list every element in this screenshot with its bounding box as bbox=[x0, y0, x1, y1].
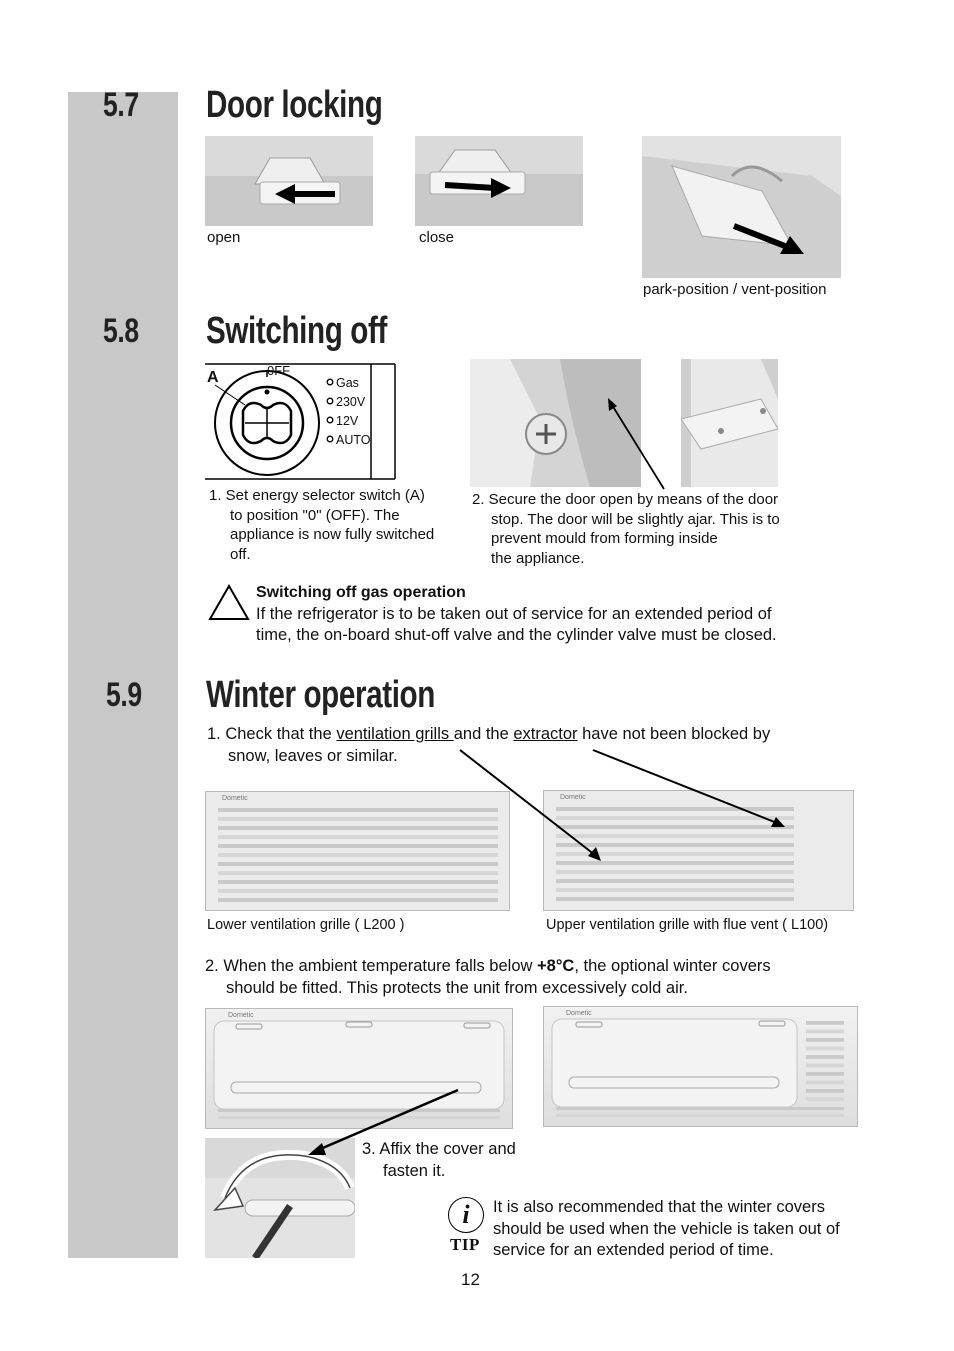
section-number-5-7: 5.7 bbox=[103, 86, 139, 124]
grille-slat bbox=[806, 1055, 844, 1059]
caption-open: open bbox=[207, 229, 241, 246]
grille-slat bbox=[806, 1047, 844, 1051]
caption-upper-grille: Upper ventilation grille with flue vent ( L100) bbox=[546, 917, 829, 933]
energy-selector-diagram bbox=[205, 363, 397, 482]
ventilation-grills-term: ventilation grills bbox=[336, 725, 454, 743]
step1-line: off. bbox=[230, 545, 251, 563]
step2-text: 2. When the ambient temperature falls below bbox=[205, 957, 538, 975]
door-park-position-photo bbox=[642, 136, 841, 278]
step1-text: 1. Check that the bbox=[207, 725, 337, 743]
grille-slat bbox=[806, 1089, 844, 1093]
grille-slat bbox=[806, 1098, 844, 1102]
upper-winter-cover-photo bbox=[543, 1006, 858, 1127]
door-lock-close-photo bbox=[415, 136, 583, 226]
step1-line2: snow, leaves or similar. bbox=[228, 746, 398, 765]
brand-label: Dometic bbox=[222, 795, 248, 802]
step3-line: fasten it. bbox=[383, 1161, 446, 1180]
grille-slat bbox=[556, 888, 794, 892]
grille-slat bbox=[218, 889, 498, 893]
step2-line: stop. The door will be slightly ajar. This is to bbox=[491, 510, 780, 528]
step1-line: 1. Set energy selector switch (A) bbox=[209, 487, 425, 504]
selector-knob-drawing bbox=[205, 363, 397, 482]
selector-label-a: A bbox=[207, 369, 219, 386]
step2-line2: should be fitted. This protects the unit from excessively cold air. bbox=[226, 978, 688, 997]
section-title-switching-off: Switching off bbox=[206, 310, 387, 352]
step2-line: prevent mould from forming inside bbox=[491, 530, 718, 547]
door-lock-open-illustration bbox=[205, 136, 373, 226]
caption-lower-grille: Lower ventilation grille ( L200 ) bbox=[207, 917, 405, 933]
brand-label: Dometic bbox=[566, 1010, 592, 1017]
door-stop-pointer-line bbox=[600, 395, 670, 495]
tip-label: TIP bbox=[450, 1235, 480, 1254]
tip-line: service for an extended period of time. bbox=[493, 1241, 774, 1259]
warning-line: If the refrigerator is to be taken out of service for an extended period of bbox=[256, 604, 772, 623]
warning-triangle-icon bbox=[208, 584, 250, 622]
grille-slat bbox=[806, 1038, 844, 1042]
temperature-value: +8°C bbox=[537, 957, 575, 975]
grille-slat bbox=[218, 871, 498, 875]
caption-park-position: park-position / vent-position bbox=[643, 281, 827, 298]
section-number-5-8: 5.8 bbox=[103, 312, 139, 350]
warning-line: time, the on-board shut-off valve and the cylinder valve must be closed. bbox=[256, 626, 777, 644]
winter-step-3 bbox=[362, 1139, 562, 1182]
winter-step-2 bbox=[205, 956, 865, 999]
grille-slat bbox=[806, 1021, 844, 1025]
step2-text: , the optional winter covers bbox=[574, 957, 771, 975]
sidebar-bar bbox=[68, 92, 178, 1258]
door-park-illustration bbox=[642, 136, 841, 278]
step1-text: have not been blocked by bbox=[577, 725, 771, 743]
door-lock-open-photo bbox=[205, 136, 373, 226]
grille-slat bbox=[556, 897, 794, 901]
selector-option-230v: 230V bbox=[336, 395, 366, 409]
tip-line: It is also recommended that the winter covers bbox=[493, 1198, 825, 1216]
section-title-door-locking: Door locking bbox=[206, 84, 383, 126]
extractor-term: extractor bbox=[513, 725, 578, 743]
grille-slat bbox=[806, 1030, 844, 1034]
grille-slat bbox=[806, 1081, 844, 1085]
step1-line: to position "0" (OFF). The bbox=[230, 506, 400, 524]
section-title-winter-operation: Winter operation bbox=[206, 674, 435, 716]
tip-line: should be used when the vehicle is taken out of bbox=[493, 1219, 840, 1238]
step1-line: appliance is now fully switched bbox=[230, 526, 435, 543]
step3-line: 3. Affix the cover and bbox=[362, 1140, 516, 1158]
switching-off-step-1 bbox=[209, 486, 464, 564]
step1-text: and the bbox=[453, 725, 514, 743]
brand-label: Dometic bbox=[560, 794, 586, 801]
warning-title: Switching off gas operation bbox=[256, 584, 466, 601]
selector-option-gas: Gas bbox=[336, 376, 359, 390]
upper-cover-drawing bbox=[544, 1007, 857, 1126]
step2-line: 2. Secure the door open by means of the door bbox=[472, 491, 779, 508]
section-number-5-9: 5.9 bbox=[106, 676, 142, 714]
page-number: 12 bbox=[461, 1270, 480, 1289]
tip-text bbox=[493, 1197, 883, 1262]
brand-label: Dometic bbox=[228, 1012, 254, 1019]
selector-option-auto: AUTO bbox=[336, 433, 371, 447]
grille-slat bbox=[806, 1064, 844, 1068]
grille-slat bbox=[218, 880, 498, 884]
door-stop-illustration-2 bbox=[681, 359, 778, 487]
grille-slat bbox=[556, 870, 794, 874]
selector-option-12v: 12V bbox=[336, 414, 359, 428]
door-stop-photo-2 bbox=[681, 359, 778, 487]
grille-pointer-lines bbox=[455, 745, 795, 865]
step2-line: the appliance. bbox=[491, 549, 585, 567]
warning-block bbox=[256, 582, 856, 647]
switching-off-step-2 bbox=[472, 490, 852, 568]
grille-slat bbox=[556, 1114, 844, 1117]
door-lock-close-illustration bbox=[415, 136, 583, 226]
selector-label-off: 0FF bbox=[267, 363, 291, 378]
grille-slat bbox=[556, 1107, 844, 1110]
caption-close: close bbox=[419, 229, 455, 246]
grille-slat bbox=[806, 1072, 844, 1076]
info-icon: i bbox=[448, 1197, 484, 1233]
grille-slat bbox=[556, 879, 794, 883]
grille-slat bbox=[218, 898, 498, 902]
